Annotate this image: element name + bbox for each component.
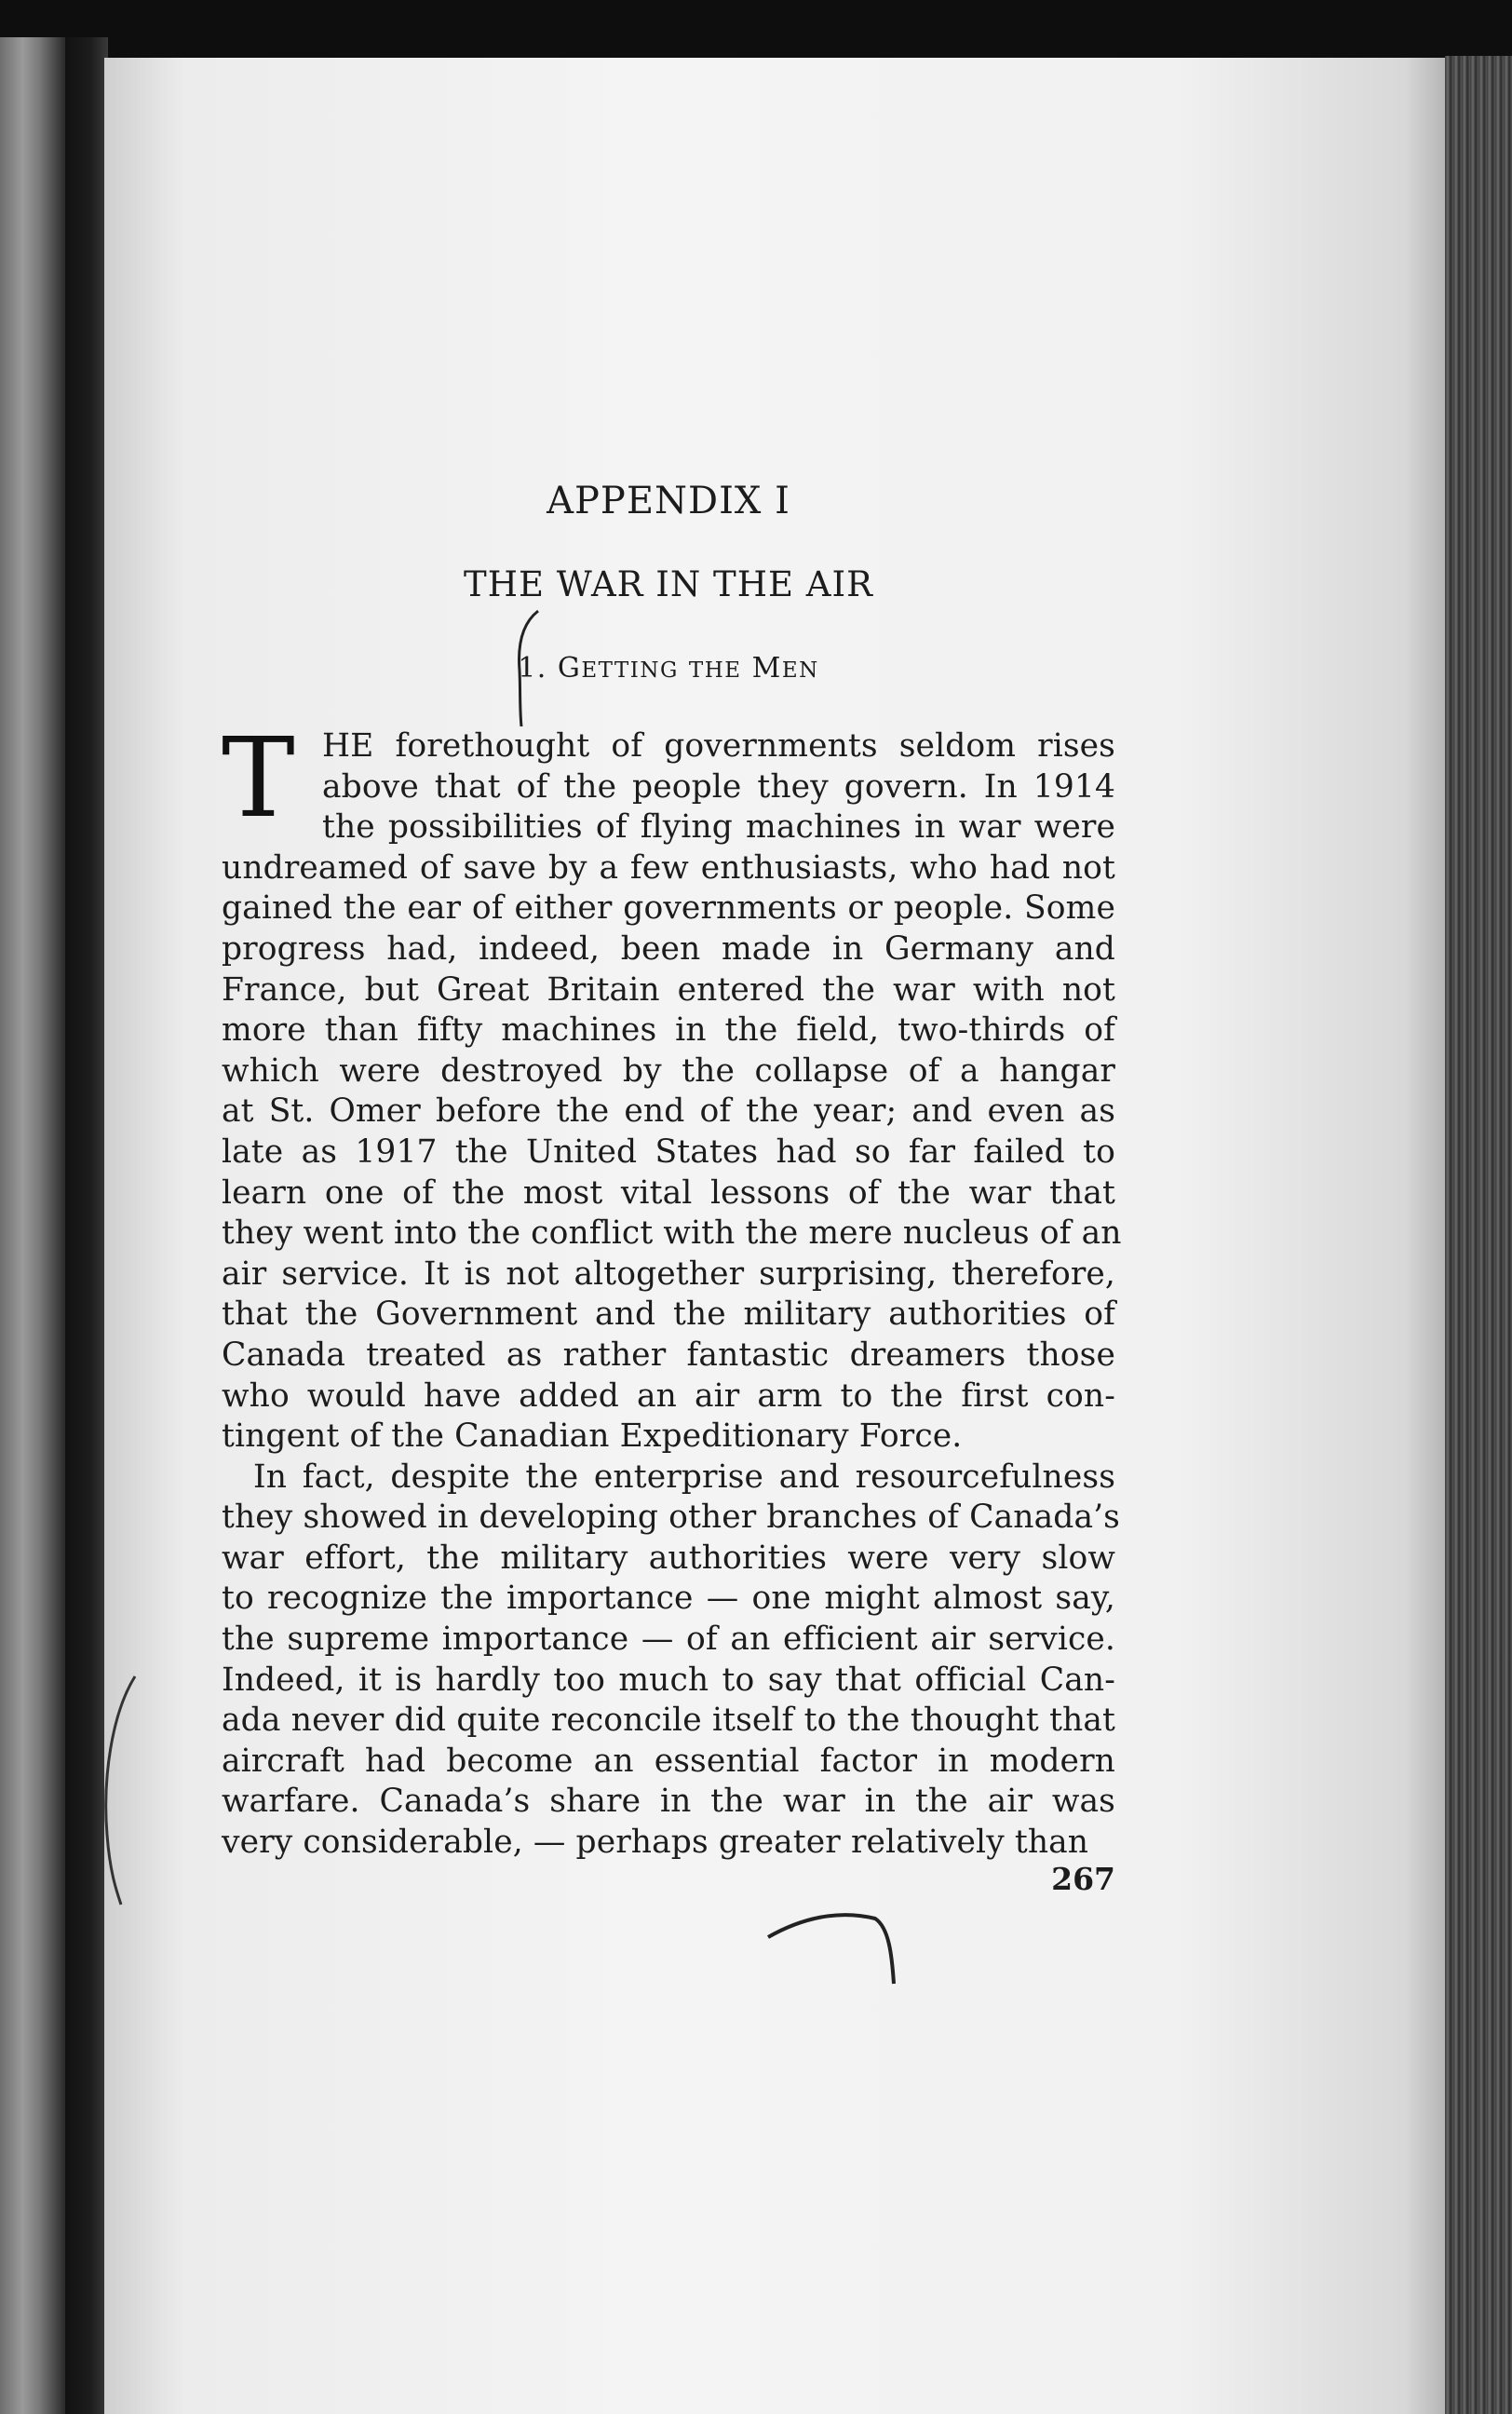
paragraph-1 (222, 713, 1122, 1458)
text-line: they showed in developing other branches of Canada’s (222, 1499, 1120, 1537)
page-number: 267 (1051, 1861, 1115, 1897)
text-line: late as 1917 the United States had so far failed to (222, 1132, 1115, 1171)
section-heading (222, 652, 1115, 685)
chapter-title: THE WAR IN THE AIR (464, 564, 873, 604)
text-line: the supreme importance — of an efficient air service. (222, 1621, 1115, 1659)
previous-page-edge (0, 37, 65, 2414)
text-line: to recognize the importance — one might almost say, (222, 1580, 1115, 1618)
book-gutter (65, 37, 108, 2414)
text-line: that the Government and the military authorities of (222, 1295, 1115, 1334)
text-line: gained the ear of either governments or people. Some (222, 889, 1115, 928)
section-title-word-1: GETTING (557, 652, 679, 685)
text-line: at St. Omer before the end of the year; and even as (222, 1092, 1115, 1131)
text-line: aircraft had become an essential factor in modern (222, 1742, 1115, 1780)
text-line: which were destroyed by the collapse of a hangar (222, 1051, 1115, 1090)
text-line: tingent of the Canadian Expeditionary Force. (222, 1417, 963, 1456)
text-line: In fact, despite the enterprise and resourcefulness (253, 1458, 1115, 1496)
text-line: above that of the people they govern. In 1914 (322, 767, 1115, 806)
text-line: Canada treated as rather fantastic dreamers those (222, 1336, 1115, 1374)
text-line: warfare. Canada’s share in the war in the air was (222, 1783, 1115, 1821)
text-line: who would have added an air arm to the first con- (222, 1377, 1115, 1415)
text-line: France, but Great Britain entered the war with not (222, 970, 1115, 1009)
scan-top-border (0, 0, 1512, 65)
text-line: very considerable, — perhaps greater relatively than (222, 1824, 1089, 1862)
page-stack-edge (1445, 56, 1512, 2414)
text-line: the possibilities of flying machines in war were (322, 808, 1115, 847)
appendix-heading: APPENDIX I (547, 480, 790, 522)
text-line: more than fifty machines in the field, two-thirds of (222, 1011, 1115, 1050)
text-line: progress had, indeed, been made in Germany and (222, 929, 1115, 968)
paragraph-2 (222, 1458, 1120, 1864)
section-number: 1. (518, 652, 547, 685)
text-line: learn one of the most vital lessons of the war that (222, 1173, 1115, 1212)
text-line: war effort, the military authorities were very slow (222, 1539, 1115, 1577)
body-text (222, 713, 1122, 1864)
drop-cap: T (222, 713, 295, 842)
text-line: ada never did quite reconcile itself to the thought that (222, 1702, 1115, 1740)
text-line: air service. It is not altogether surprising, therefore, (222, 1254, 1115, 1293)
text-line: they went into the conflict with the mere nucleus of an (222, 1214, 1122, 1253)
text-line: Indeed, it is hardly too much to say that official Can- (222, 1661, 1115, 1699)
text-line: undreamed of save by a few enthusiasts, who had not (222, 848, 1115, 887)
text-line: HE forethought of governments seldom rises (322, 727, 1115, 765)
section-title-word-2: THE (688, 658, 742, 683)
section-title-word-3: MEN (751, 652, 819, 685)
